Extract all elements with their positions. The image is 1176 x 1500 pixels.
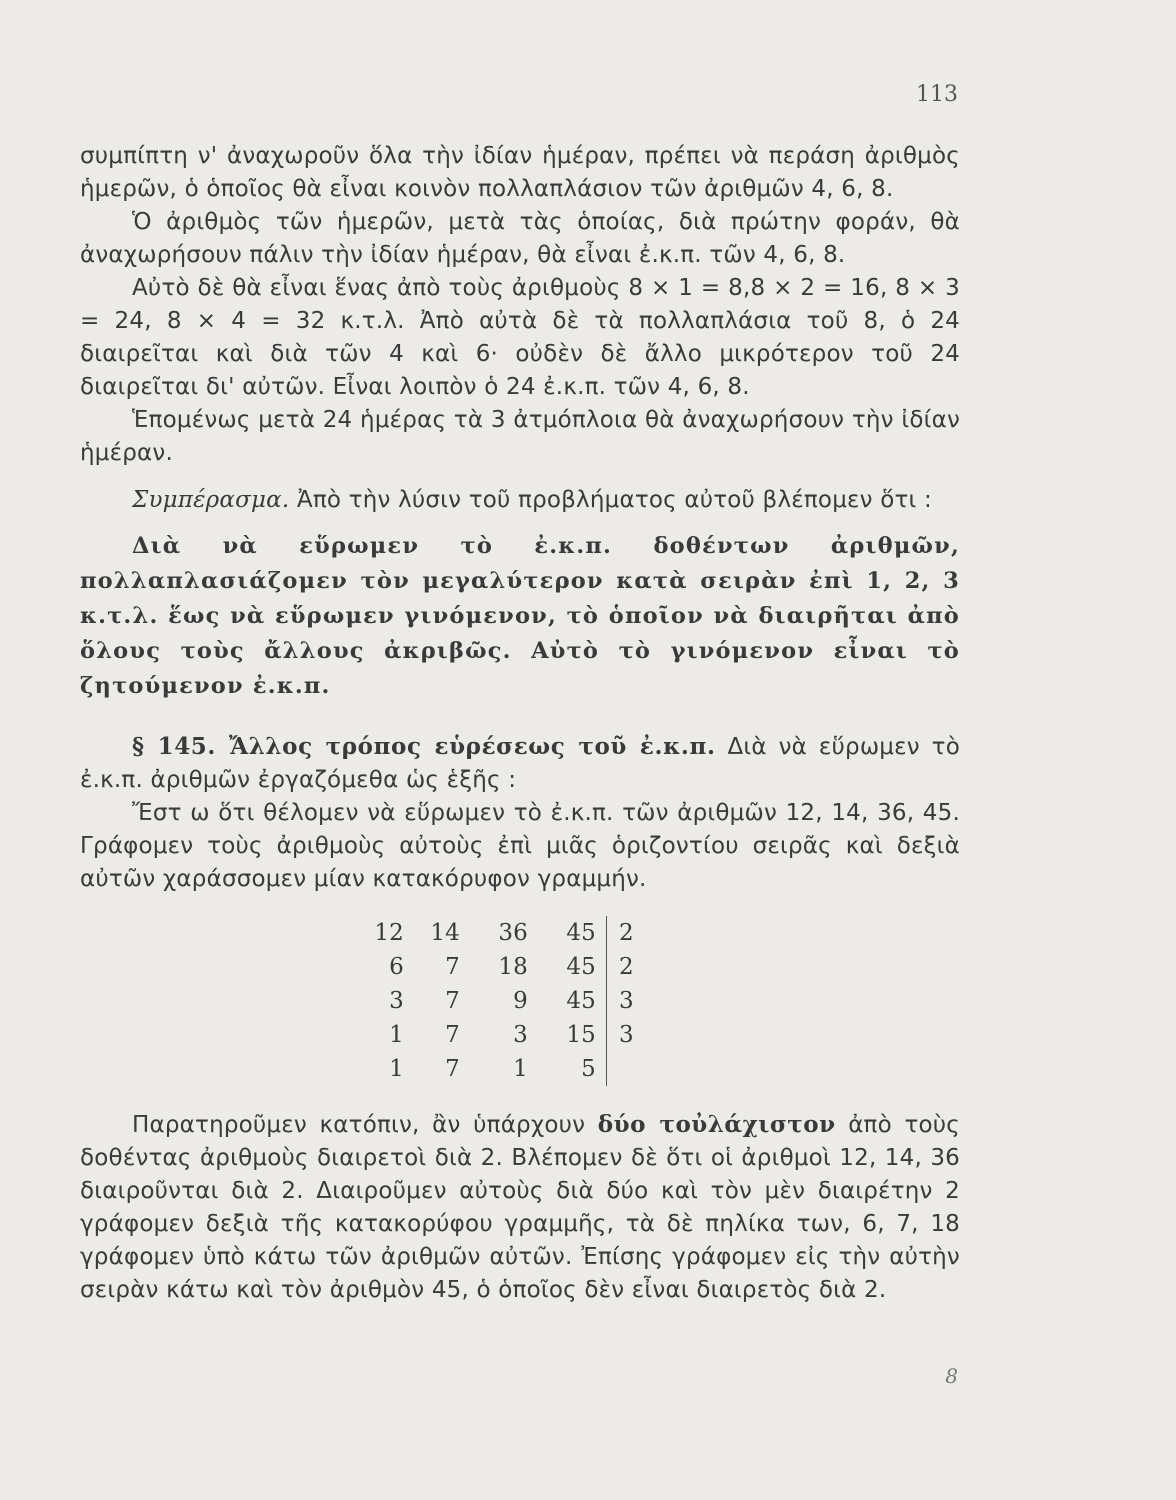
conclusion-label: Συμπέρασμα. bbox=[132, 487, 290, 513]
divisor-cell: 3 bbox=[607, 1018, 660, 1052]
number-cell: 45 bbox=[566, 987, 596, 1014]
division-row bbox=[350, 1018, 659, 1052]
divisor-cell bbox=[607, 1052, 660, 1086]
number-cell: 6 bbox=[389, 953, 404, 980]
paragraph-6 bbox=[80, 1108, 960, 1307]
paragraph-6-start: Παρατηροῦμεν κατόπιν, ἂν ὑπάρχουν bbox=[132, 1112, 586, 1138]
paragraph-2: Ὁ ἀριθμὸς τῶν ἡμερῶν, μετὰ τὰς ὁποίας, διὰ πρώτην φοράν, θὰ ἀναχωρήσουν πάλιν τὴν ἰδίαν ἡμέραν, θὰ εἶναι ἐ.κ.π. τῶν 4, 6, 8. bbox=[80, 209, 960, 268]
body-text bbox=[80, 140, 960, 1307]
divisor-cell: 2 bbox=[607, 916, 660, 950]
section-intro: Διὰ νὰ εὕρωμεν τὸ ἐ.κ.π. ἀριθμῶν ἐργαζόμεθα ὡς ἑξῆς : bbox=[80, 734, 961, 793]
number-cell: 15 bbox=[566, 1021, 596, 1048]
paragraph-6-rest: ἀπὸ τοὺς δοθέντας ἀριθμοὺς διαιρετοὶ διὰ 2. Βλέπομεν δὲ ὅτι οἱ ἀριθμοὶ 12, 14, 36 διαιροῦνται διὰ 2. Διαιροῦμεν αὐτοὺς διὰ δύο καὶ τὸν μὲν διαιρέτην 2 γράφομεν δεξιὰ τῆς κατακορύφου γραμμῆς, τὰ δὲ πηλίκα των, 6, 7, 18 γράφομεν ὑπὸ κάτω τῶν ἀριθμῶν αὐτῶν. Ἐπίσης γράφομεν εἰς τὴν αὐτὴν σειρὰν κάτω καὶ τὸν ἀριθμὸν 45, ὁ ὁποῖος δὲν εἶναι διαιρετὸς διὰ 2. bbox=[80, 1112, 960, 1303]
number-cell: 7 bbox=[445, 987, 460, 1014]
page-number: 113 bbox=[916, 82, 958, 107]
number-cell: 45 bbox=[566, 919, 596, 946]
divisor-cell: 2 bbox=[607, 950, 660, 984]
rule-statement: Διὰ νὰ εὕρωμεν τὸ ἐ.κ.π. δοθέντων ἀριθμῶν, πολλαπλασιάζομεν τὸν μεγαλύτερον κατὰ σειρὰν ἐπὶ 1, 2, 3 κ.τ.λ. ἕως νὰ εὕρωμεν γινόμενον, τὸ ὁποῖον νὰ διαιρῆται ἀπὸ ὅλους τοὺς ἄλλους ἀκριβῶς. Αὐτὸ τὸ γινόμενον εἶναι τὸ ζητούμενον ἐ.κ.π. bbox=[80, 533, 960, 699]
number-cell: 7 bbox=[445, 1055, 460, 1082]
division-row bbox=[350, 950, 659, 984]
section-heading: § 145. Ἄλλος τρόπος εὑρέσεως τοῦ ἐ.κ.π. bbox=[132, 733, 716, 760]
number-cell: 9 bbox=[513, 987, 528, 1014]
divisor-cell: 3 bbox=[607, 984, 660, 1018]
number-cell: 3 bbox=[389, 987, 404, 1014]
paragraph-5: Ἔστ ω ὅτι θέλομεν νὰ εὕρωμεν τὸ ἐ.κ.π. τῶν ἀριθμῶν 12, 14, 36, 45. Γράφομεν τοὺς ἀριθμοὺς αὐτοὺς ἐπὶ μιᾶς ὁριζοντίου σειρᾶς καὶ δεξιὰ αὐτῶν χαράσσομεν μίαν κατακόρυφον γραμμήν. bbox=[80, 800, 960, 892]
division-row bbox=[350, 916, 659, 950]
number-cell: 36 bbox=[498, 919, 528, 946]
number-cell: 5 bbox=[581, 1055, 596, 1082]
section-paragraph bbox=[80, 730, 960, 797]
paragraph-6-emphasis: δύο τοὐλάχιστον bbox=[597, 1111, 836, 1138]
number-cell: 1 bbox=[389, 1055, 404, 1082]
number-cell: 14 bbox=[430, 919, 460, 946]
number-cell: 7 bbox=[445, 953, 460, 980]
paragraph-3: Αὐτὸ δὲ θὰ εἶναι ἕνας ἀπὸ τοὺς ἀριθμοὺς 8 × 1 = 8,8 × 2 = 16, 8 × 3 = 24, 8 × 4 = 32 κ.τ.λ. Ἀπὸ αὐτὰ δὲ τὰ πολλαπλάσια τοῦ 8, ὁ 24 διαιρεῖται καὶ διὰ τῶν 4 καὶ 6· οὐδὲν δὲ ἄλλο μικρότερον τοῦ 24 διαιρεῖται δι' αὐτῶν. Εἶναι λοιπὸν ὁ 24 ἐ.κ.π. τῶν 4, 6, 8. bbox=[80, 275, 960, 400]
number-cell: 12 bbox=[374, 919, 404, 946]
number-cell: 18 bbox=[498, 953, 528, 980]
division-row bbox=[350, 1052, 659, 1086]
division-row bbox=[350, 984, 659, 1018]
number-cell: 1 bbox=[513, 1055, 528, 1082]
signature-mark: 8 bbox=[945, 1364, 958, 1388]
number-cell: 45 bbox=[566, 953, 596, 980]
conclusion-paragraph bbox=[80, 484, 960, 517]
division-table bbox=[350, 916, 659, 1086]
number-cell: 7 bbox=[445, 1021, 460, 1048]
number-cell: 3 bbox=[513, 1021, 528, 1048]
conclusion-text: Ἀπὸ τὴν λύσιν τοῦ προβλήματος αὐτοῦ βλέπομεν ὅτι : bbox=[296, 487, 932, 513]
paragraph-1: συμπίπτη ν' ἀναχωροῦν ὅλα τὴν ἰδίαν ἡμέραν, πρέπει νὰ περάση ἀριθμὸς ἡμερῶν, ὁ ὁποῖος θὰ εἶναι κοινὸν πολλαπλάσιον τῶν ἀριθμῶν 4, 6, 8. bbox=[80, 143, 960, 202]
division-table-wrapper bbox=[350, 916, 960, 1086]
number-cell: 1 bbox=[389, 1021, 404, 1048]
paragraph-4: Ἑπομένως μετὰ 24 ἡμέρας τὰ 3 ἀτμόπλοια θὰ ἀναχωρήσουν τὴν ἰδίαν ἡμέραν. bbox=[80, 407, 960, 466]
